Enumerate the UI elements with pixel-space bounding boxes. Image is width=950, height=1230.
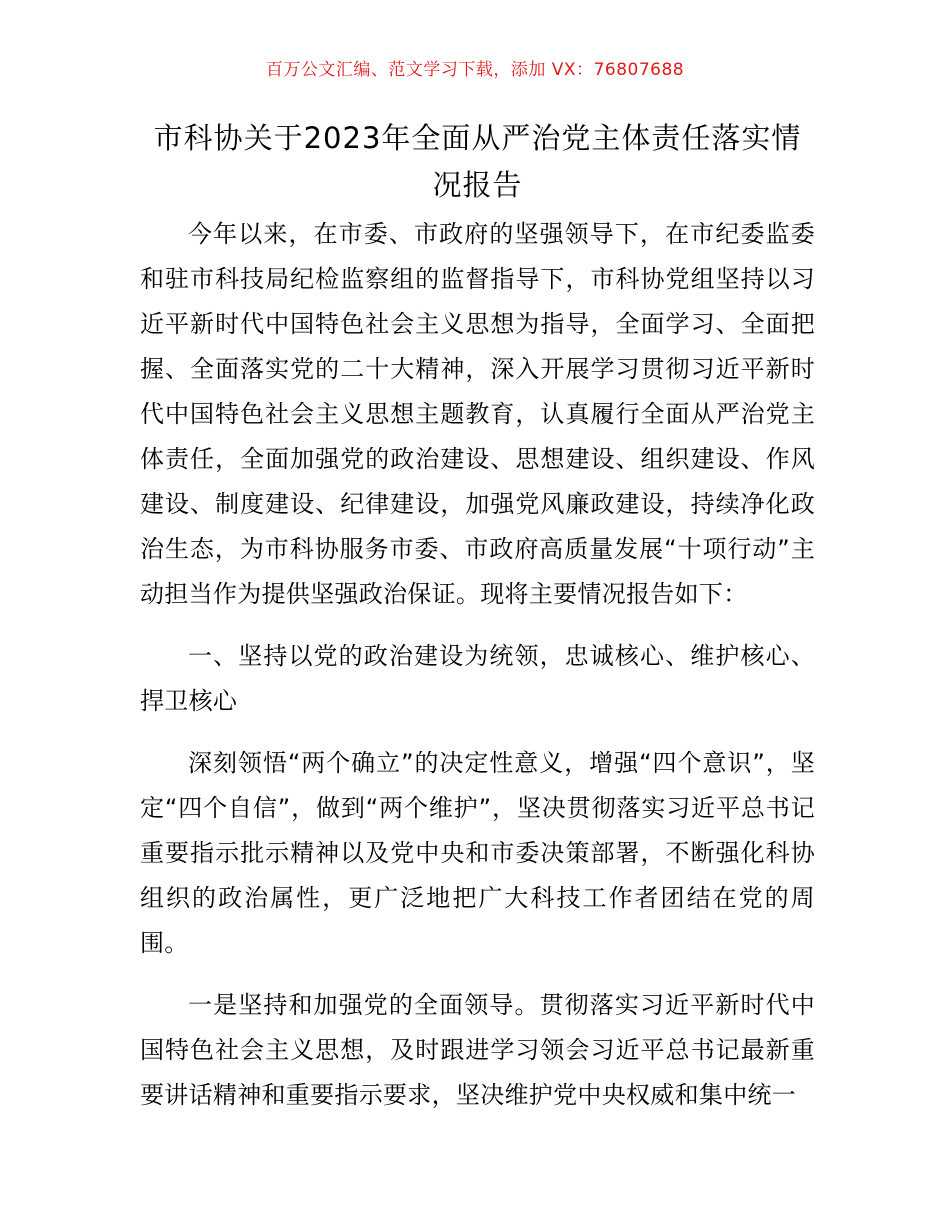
section-paragraph: 深刻领悟“两个确立”的决定性意义，增强“四个意识”，坚定“四个自信”，做到“两个维护”，坚决贯彻落实习近平总书记重要指示批示精神以及党中央和市委决策部署，不断强化科协组织的政治属性，更广泛地把广大科技工作者团结在党的周围。 — [140, 749, 815, 957]
document-title: 市科协关于2023年全面从严治党主体责任落实情况报告 — [153, 121, 802, 202]
point-paragraph: 一是坚持和加强党的全面领导。贯彻落实习近平新时代中国特色社会主义思想，及时跟进学习领会习近平总书记最新重要讲话精神和重要指示要求，坚决维护党中央权威和集中统一 — [140, 991, 815, 1109]
download-notice: 百万公文汇编、范文学习下载，添加 VX：76807688 — [265, 60, 685, 80]
section-heading: 一、坚持以党的政治建设为统领，忠诚核心、维护核心、捍卫核心 — [140, 642, 815, 715]
document-body — [140, 212, 815, 1135]
intro-paragraph: 今年以来，在市委、市政府的坚强领导下，在市纪委监委和驻市科技局纪检监察组的监督指导下，市科协党组坚持以习近平新时代中国特色社会主义思想为指导，全面学习、全面把握、全面落实党的二十大精神，深入开展学习贯彻习近平新时代中国特色社会主义思想主题教育，认真履行全面从严治党主体责任，全面加强党的政治建设、思想建设、组织建设、作风建设、制度建设、纪律建设，加强党风廉政建设，持续净化政治生态，为市科协服务市委、市政府高质量发展“十项行动”主动担当作为提供坚强政治保证。现将主要情况报告如下： — [140, 220, 815, 608]
